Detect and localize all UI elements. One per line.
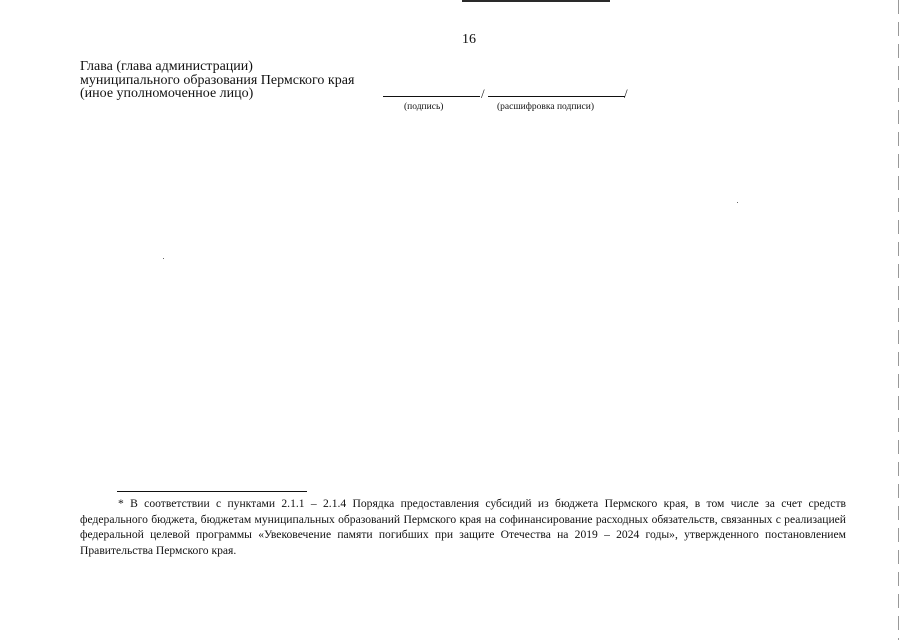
- signature-decoding-line: [488, 96, 625, 97]
- signatory-title-block: [80, 60, 354, 101]
- signatory-title-line-3: (иное уполномоченное лицо): [80, 86, 254, 101]
- footnote-text: * В соответствии с пунктами 2.1.1 – 2.1.4 Порядка предоставления субсидий из бюджета Пермского края, в том числе за счет средств федерального бюджета, бюджетам муниципальных образований Пермского края на софинансирование расходных обязательств, связанных с реализацией федеральной целевой программы «Увековечение памяти погибших при защите Отечества на 2019 – 2024 годы», утвержденного постановлением Правительства Пермского края.: [80, 497, 846, 557]
- signature-decoding-caption: (расшифровка подписи): [497, 102, 594, 112]
- signature-closing-slash: /: [624, 86, 628, 101]
- signature-separator-slash: /: [481, 86, 485, 101]
- signature-caption: (подпись): [404, 102, 444, 112]
- footnote-separator: [117, 491, 307, 492]
- page-number: 16: [462, 32, 476, 47]
- signatory-title-line-2: муниципального образования Пермского края: [80, 72, 355, 88]
- signatory-title-line-1: Глава (глава администрации): [80, 59, 253, 74]
- scan-artifact-top-line: [462, 0, 610, 2]
- scan-artifact-right-edge: [898, 0, 899, 640]
- scan-speck: [737, 202, 738, 203]
- scan-speck: [163, 258, 164, 259]
- signature-line: [383, 96, 480, 97]
